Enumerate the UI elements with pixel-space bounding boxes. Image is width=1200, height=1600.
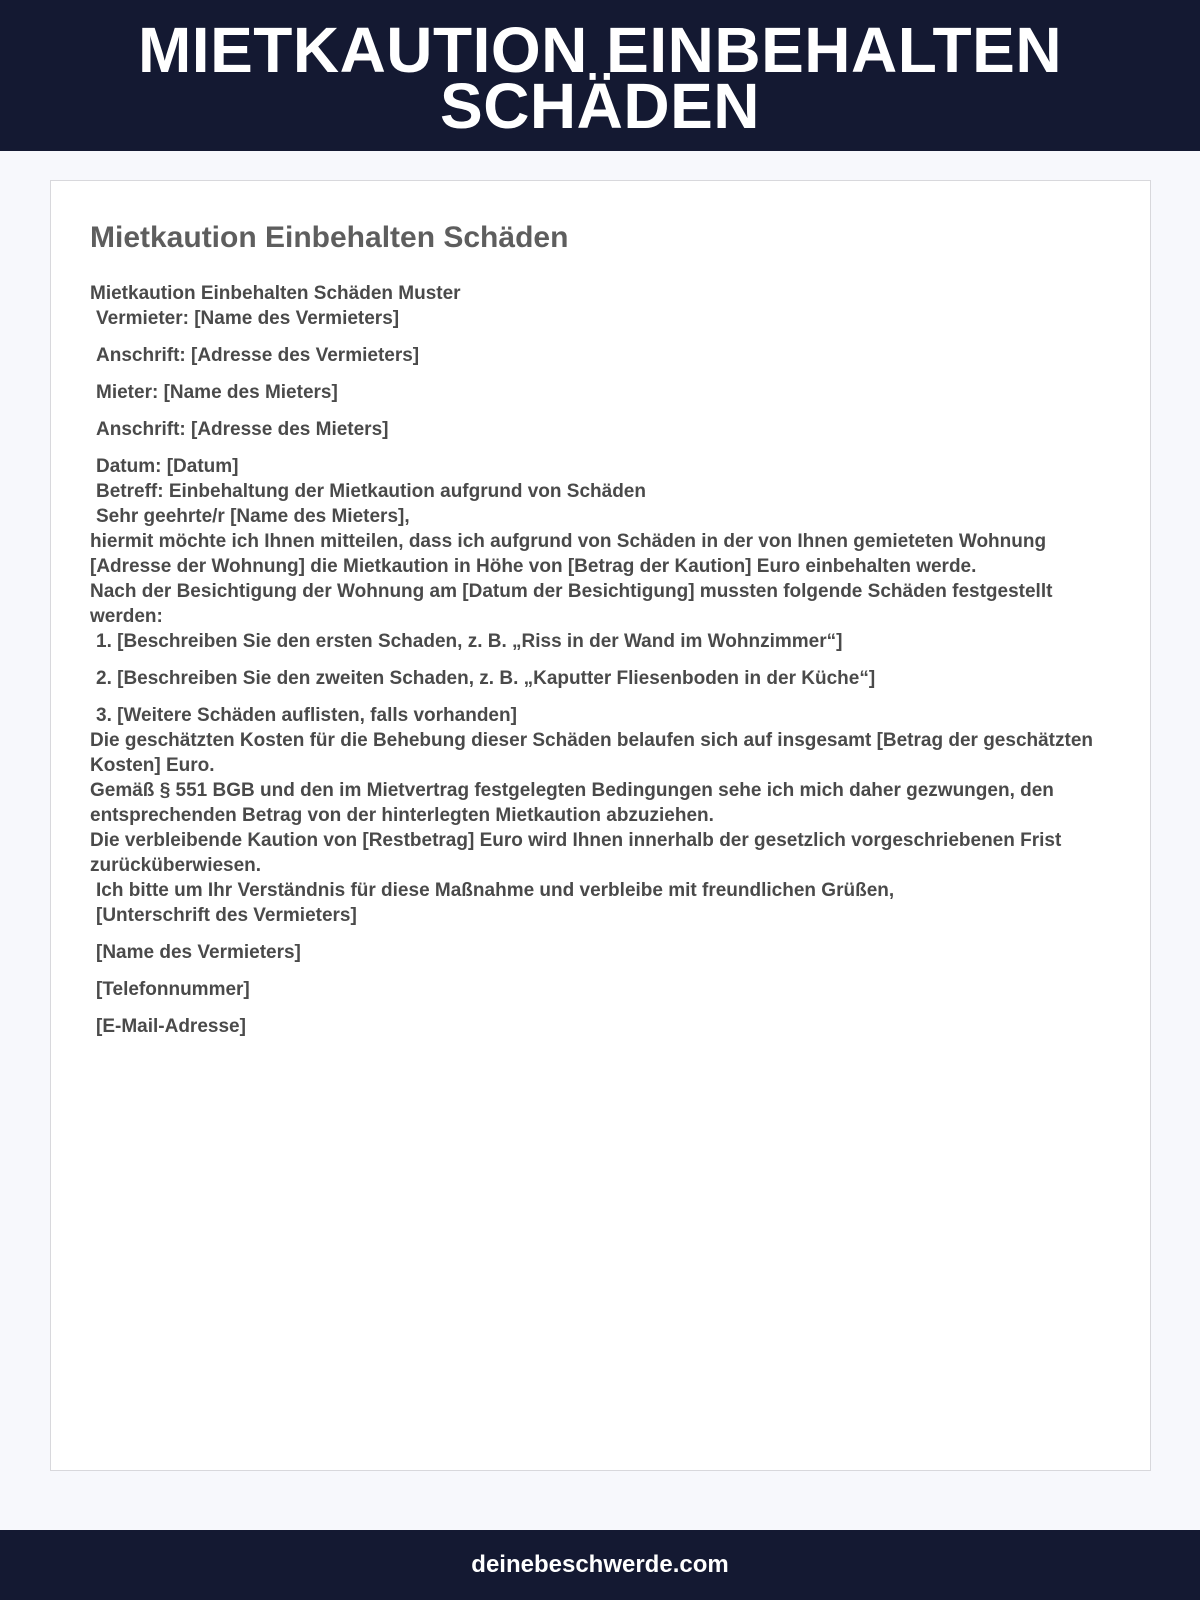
closing-line: Ich bitte um Ihr Verständnis für diese Maßnahme und verbleibe mit freundlichen Grüßen,	[96, 880, 895, 901]
paragraph-3: Die geschätzten Kosten für die Behebung dieser Schäden belaufen sich auf insgesamt [Betrag der geschätzten Kosten] Euro.	[90, 730, 1094, 776]
page-header	[0, 0, 1200, 151]
sign-email-line: [E-Mail-Adresse]	[96, 1016, 246, 1037]
page-title: MIETKAUTION EINBEHALTEN SCHÄDEN	[137, 13, 1063, 142]
sign-name-line: [Name des Vermieters]	[96, 942, 301, 963]
damage-item-2: 2. [Beschreiben Sie den zweiten Schaden, z. B. „Kaputter Fliesenboden in der Küche“]	[96, 668, 876, 689]
paragraph-5: Die verbleibende Kaution von [Restbetrag] Euro wird Ihnen innerhalb der gesetzlich vorgeschriebenen Frist zurücküberwiesen.	[90, 830, 1062, 876]
tenant-address-line: Anschrift: [Adresse des Mieters]	[96, 419, 389, 440]
date-line: Datum: [Datum]	[96, 456, 239, 477]
salutation-line: Sehr geehrte/r [Name des Mieters],	[96, 506, 410, 527]
footer-site-link[interactable]: deinebeschwerde.com	[471, 1551, 729, 1578]
page-footer	[0, 1530, 1200, 1600]
tenant-line: Mieter: [Name des Mieters]	[96, 382, 338, 403]
paragraph-1: hiermit möchte ich Ihnen mitteilen, dass ich aufgrund von Schäden in der von Ihnen gemieteten Wohnung [Adresse der Wohnung] die Mietkaution in Höhe von [Betrag der Kaution] Euro einbehalten werde.	[90, 531, 1047, 577]
landlord-address-line: Anschrift: [Adresse des Vermieters]	[96, 345, 420, 366]
letter-card	[50, 180, 1151, 1471]
damage-item-3: 3. [Weitere Schäden auflisten, falls vorhanden]	[96, 705, 517, 726]
letter-body	[90, 281, 1111, 1039]
paragraph-4: Gemäß § 551 BGB und den im Mietvertrag festgelegten Bedingungen sehe ich mich daher gezwungen, den entsprechenden Betrag von der hinterlegten Mietkaution abzuziehen.	[90, 780, 1054, 826]
landlord-line: Vermieter: [Name des Vermieters]	[96, 308, 400, 329]
subject-line: Betreff: Einbehaltung der Mietkaution aufgrund von Schäden	[96, 481, 646, 502]
paragraph-2: Nach der Besichtigung der Wohnung am [Datum der Besichtigung] mussten folgende Schäden festgestellt werden:	[90, 581, 1053, 627]
document-heading: Mietkaution Einbehalten Schäden	[90, 221, 569, 254]
sign-phone-line: [Telefonnummer]	[96, 979, 250, 1000]
signature-line: [Unterschrift des Vermieters]	[96, 905, 357, 926]
damage-item-1: 1. [Beschreiben Sie den ersten Schaden, z. B. „Riss in der Wand im Wohnzimmer“]	[96, 631, 843, 652]
document-subtitle: Mietkaution Einbehalten Schäden Muster	[90, 283, 461, 304]
